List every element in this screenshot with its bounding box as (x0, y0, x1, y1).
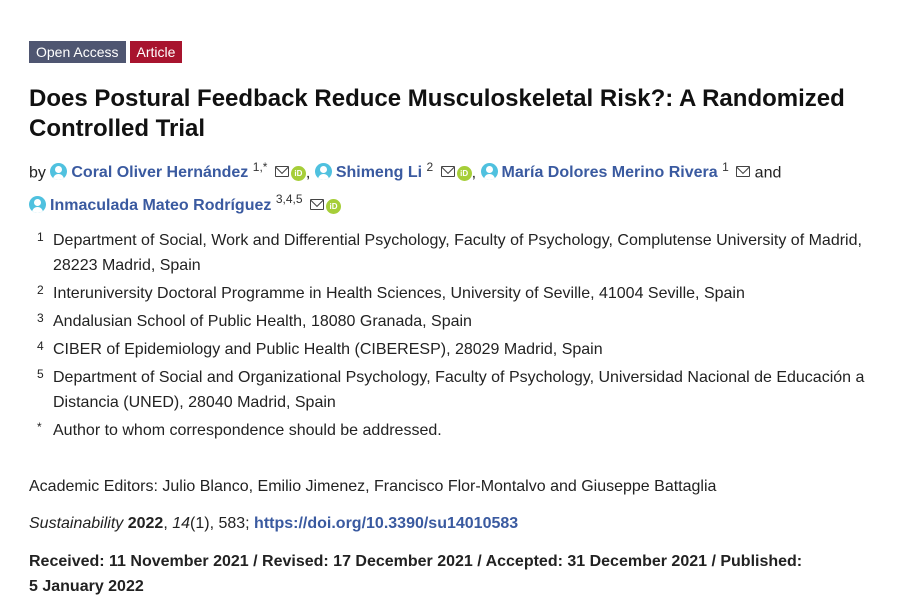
affiliation-number: 1 (37, 230, 44, 244)
citation-line: Sustainability 2022, 14(1), 583; https://doi.org/10.3390/su14010583 (29, 515, 519, 532)
affiliation-item (29, 309, 889, 334)
affiliation-number: 3 (37, 311, 44, 325)
affiliation-text: Interuniversity Doctoral Programme in Health Sciences, University of Seville, 41004 Seville, Spain (53, 285, 745, 302)
envelope-icon[interactable] (275, 166, 289, 177)
author-4[interactable] (29, 197, 271, 214)
author-2[interactable] (315, 164, 422, 181)
person-icon (29, 196, 46, 213)
affiliation-item (29, 228, 889, 278)
article-badges (29, 41, 182, 63)
person-icon (315, 163, 332, 180)
orcid-icon[interactable]: iD (326, 199, 341, 214)
affiliation-text: CIBER of Epidemiology and Public Health (CIBERESP), 28029 Madrid, Spain (53, 341, 603, 358)
and-label: and (754, 164, 782, 182)
affiliation-item (29, 281, 889, 306)
person-icon (481, 163, 498, 180)
envelope-icon[interactable] (736, 166, 750, 177)
author-name[interactable]: Shimeng Li (335, 164, 423, 182)
affiliation-item (29, 365, 889, 415)
citation-year: 2022 (127, 515, 164, 532)
doi-link[interactable]: https://doi.org/10.3390/su14010583 (254, 515, 519, 532)
author-affil-ref: 3,4,5 (275, 192, 303, 207)
citation-volume: 14 (172, 515, 191, 532)
affiliation-text: Andalusian School of Public Health, 18080 Granada, Spain (53, 313, 472, 330)
journal-name: Sustainability (29, 515, 124, 532)
person-icon (50, 163, 67, 180)
article-type-badge: Article (130, 41, 183, 63)
author-affil-ref: 1,* (252, 160, 268, 174)
affiliation-list (29, 228, 889, 446)
author-name[interactable]: Inmaculada Mateo Rodríguez (50, 196, 272, 214)
publication-dates: Received: 11 November 2021 / Revised: 17 December 2021 / Accepted: 31 December 2021 / Published: 5 January 2022 (29, 553, 803, 595)
affiliation-text: Department of Social, Work and Differential Psychology, Faculty of Psychology, Complutense University of Madrid, 28223 Madrid, Spain (53, 232, 862, 274)
affiliation-number: 2 (37, 283, 44, 297)
orcid-icon[interactable]: iD (291, 166, 306, 181)
author-affil-ref: 2 (426, 160, 434, 174)
affiliation-item (29, 337, 889, 362)
author-name[interactable]: María Dolores Merino Rivera (501, 164, 718, 182)
correspondence-note: Author to whom correspondence should be addressed. (53, 422, 442, 439)
open-access-badge[interactable]: Open Access (29, 41, 126, 63)
author-list: by Coral Oliver Hernández $^{1,*}$ iD , Shimeng Li $^2$ iD , María Dolores Merino Rivera $^1$ and Inmaculada Mateo Rodríguez $^{3,4,5}$ iD (29, 160, 782, 214)
academic-editors: Academic Editors: Julio Blanco, Emilio Jimenez, Francisco Flor-Montalvo and Giuseppe Battaglia (29, 478, 717, 495)
envelope-icon[interactable] (310, 199, 324, 210)
citation-issue: (1), 583; (190, 515, 255, 532)
author-3[interactable] (481, 164, 718, 181)
affiliation-item (29, 418, 889, 443)
author-name[interactable]: Coral Oliver Hernández (71, 164, 249, 182)
orcid-icon[interactable]: iD (457, 166, 472, 181)
by-label: by (29, 164, 46, 182)
envelope-icon[interactable] (441, 166, 455, 177)
affiliation-number: * (37, 420, 42, 434)
author-affil-ref: 1 (722, 160, 729, 174)
affiliation-number: 4 (37, 339, 44, 353)
affiliation-number: 5 (37, 367, 44, 381)
affiliation-text: Department of Social and Organizational Psychology, Faculty of Psychology, Universidad Nacional de Educación a Distancia (UNED), 28040 Madrid, Spain (53, 369, 865, 411)
author-1[interactable] (50, 164, 248, 181)
article-title: Does Postural Feedback Reduce Musculoskeletal Risk?: A Randomized Controlled Trial (29, 85, 845, 142)
